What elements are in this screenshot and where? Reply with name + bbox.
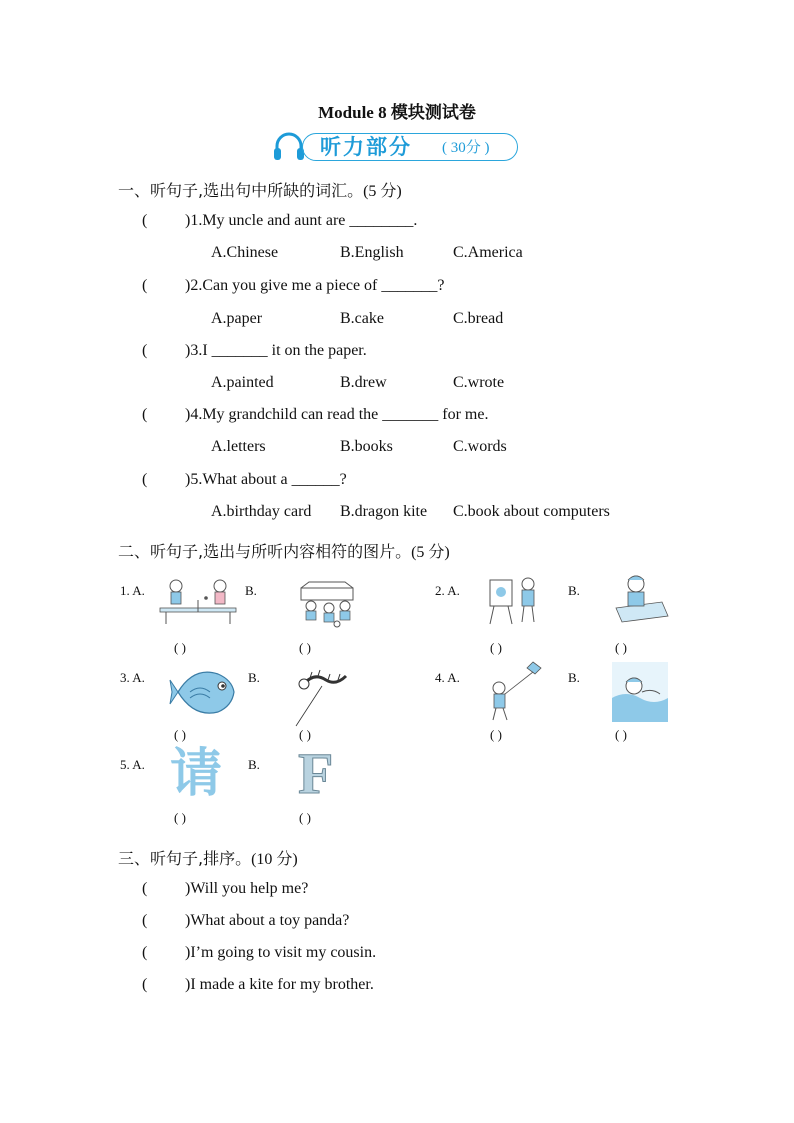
q2-label: 2. A.: [435, 583, 460, 598]
q1-label: 1. A.: [120, 583, 145, 598]
painting-picture: [484, 572, 544, 626]
answer-blank[interactable]: ( ): [174, 640, 186, 655]
football-picture: [295, 578, 359, 628]
answer-blank[interactable]: ( ): [299, 727, 311, 742]
option-b: B.English: [340, 244, 404, 261]
option-c: C.words: [453, 438, 507, 455]
section3-heading: 三、听句子,排序。(10 分): [118, 849, 298, 868]
option-b: B.drew: [340, 374, 387, 391]
answer-blank[interactable]: ( ): [299, 810, 311, 825]
option-a: A.Chinese: [211, 244, 279, 261]
option-a: A.paper: [211, 310, 263, 327]
banner-title: 听力部分: [320, 135, 412, 159]
option-b: B.cake: [340, 310, 384, 327]
answer-blank[interactable]: (: [142, 880, 148, 897]
banner-score: ( 30分 ): [442, 140, 490, 156]
answer-blank[interactable]: ( ): [490, 727, 502, 742]
answer-blank[interactable]: ( ): [174, 727, 186, 742]
question-4: )4.My grandchild can read the _______ for me.: [185, 406, 489, 423]
b-label: B.: [245, 583, 257, 598]
b-label: B.: [568, 670, 580, 685]
answer-blank[interactable]: (: [142, 976, 148, 993]
answer-blank[interactable]: ( ): [490, 640, 502, 655]
b-label: B.: [248, 757, 260, 772]
answer-blank[interactable]: ( ): [615, 727, 627, 742]
option-a: A.painted: [211, 374, 274, 391]
option-c: C.America: [453, 244, 523, 261]
sentence-4: )I made a kite for my brother.: [185, 976, 374, 993]
headphones-icon: [272, 130, 306, 164]
letter-picture: F: [298, 741, 334, 806]
question-1: )1.My uncle and aunt are ________.: [185, 212, 418, 229]
sentence-1: )Will you help me?: [185, 880, 309, 897]
question-3: )3.I _______ it on the paper.: [185, 342, 367, 359]
b-label: B.: [248, 670, 260, 685]
answer-blank[interactable]: (: [142, 406, 148, 423]
answer-blank[interactable]: ( ): [299, 640, 311, 655]
fish-picture: [170, 664, 240, 720]
answer-blank[interactable]: (: [142, 944, 148, 961]
answer-blank[interactable]: (: [142, 342, 148, 359]
q3-label: 3. A.: [120, 670, 145, 685]
answer-blank[interactable]: (: [142, 912, 148, 929]
option-a: A.letters: [211, 438, 266, 455]
question-5: )5.What about a ______?: [185, 471, 347, 488]
char-picture: 请: [170, 744, 223, 804]
question-2: )2.Can you give me a piece of _______?: [185, 277, 445, 294]
option-c: C.bread: [453, 310, 504, 327]
swimming-picture: [612, 662, 668, 724]
q5-label: 5. A.: [120, 757, 145, 772]
answer-blank[interactable]: (: [142, 212, 148, 229]
option-c: C.book about computers: [453, 503, 610, 520]
answer-blank[interactable]: (: [142, 277, 148, 294]
sentence-2: )What about a toy panda?: [185, 912, 350, 929]
answer-blank[interactable]: ( ): [174, 810, 186, 825]
dragon-kite-picture: [292, 666, 354, 728]
q4-label: 4. A.: [435, 670, 460, 685]
writing-picture: [612, 572, 668, 626]
option-a: A.birthday card: [211, 503, 312, 520]
answer-blank[interactable]: ( ): [615, 640, 627, 655]
sentence-3: )I’m going to visit my cousin.: [185, 944, 377, 961]
b-label: B.: [568, 583, 580, 598]
listening-banner: [272, 130, 522, 164]
answer-blank[interactable]: (: [142, 471, 148, 488]
option-b: B.books: [340, 438, 393, 455]
ping-pong-picture: [158, 578, 238, 626]
section1-heading: 一、听句子,选出句中所缺的词汇。(5 分): [118, 181, 402, 200]
page-title: Module 8 模块测试卷: [318, 103, 476, 122]
option-c: C.wrote: [453, 374, 505, 391]
section2-heading: 二、听句子,选出与所听内容相符的图片。(5 分): [118, 542, 450, 561]
flying-kite-picture: [485, 660, 547, 724]
option-b: B.dragon kite: [340, 503, 428, 520]
